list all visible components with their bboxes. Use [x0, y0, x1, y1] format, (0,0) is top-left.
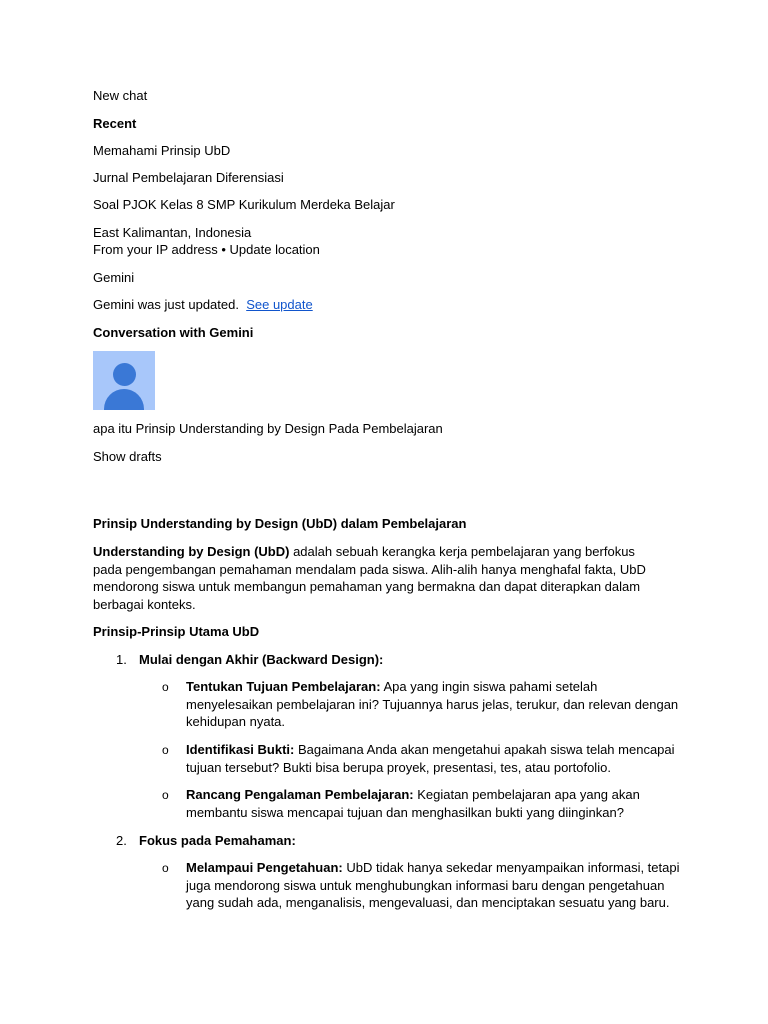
intro-text: adalah sebuah kerangka kerja pembelajaran yang berfokus pada pengembangan pemahaman mendalam pada siswa. Alih-alih hanya menghafal fakta, UbD mendorong siswa untuk membangun pemahaman yang bermakna dan dapat diterapkan dalam berbagai konteks.	[93, 544, 646, 612]
location-source: From your IP address	[93, 242, 218, 257]
point-bold: Tentukan Tujuan Pembelajaran:	[186, 679, 381, 694]
list-number: 1.	[116, 652, 127, 667]
app-name: Gemini	[93, 270, 135, 285]
user-prompt: apa itu Prinsip Understanding by Design Pada Pembelajaran	[93, 421, 443, 436]
location-separator: •	[217, 242, 230, 257]
point-text: Kegiatan pembelajaran apa yang akan membantu siswa mencapai tujuan dan menghasilkan bukti yang diinginkan?	[186, 787, 640, 820]
principle-title: Mulai dengan Akhir (Backward Design):	[139, 652, 384, 667]
list-number: 2.	[116, 833, 127, 848]
location-source-line	[93, 241, 320, 259]
bullet-marker: o	[162, 743, 169, 757]
conversation-heading: Conversation with Gemini	[93, 325, 254, 340]
bullet-marker: o	[162, 861, 169, 875]
recent-item[interactable]: Soal PJOK Kelas 8 SMP Kurikulum Merdeka Belajar	[93, 197, 395, 212]
avatar-head-shape	[113, 363, 136, 386]
show-drafts-button[interactable]: Show drafts	[93, 449, 162, 464]
list-item	[186, 859, 681, 912]
principles-heading: Prinsip-Prinsip Utama UbD	[93, 624, 260, 639]
point-text: UbD tidak hanya sekedar menyampaikan informasi, tetapi juga mendorong siswa untuk menghubungkan informasi baru dengan pengetahuan yang sudah ada, menganalisis, mengevaluasi, dan menciptakan sesuatu yang baru.	[186, 860, 680, 910]
response-title: Prinsip Understanding by Design (UbD) dalam Pembelajaran	[93, 516, 467, 531]
location-text: East Kalimantan, Indonesia	[93, 225, 252, 240]
user-avatar	[93, 351, 155, 410]
list-item	[186, 786, 681, 821]
point-bold: Identifikasi Bukti:	[186, 742, 295, 757]
principle-title: Fokus pada Pemahaman:	[139, 833, 296, 848]
bullet-marker: o	[162, 788, 169, 802]
recent-item[interactable]: Jurnal Pembelajaran Diferensiasi	[93, 170, 284, 185]
recent-item[interactable]: Memahami Prinsip UbD	[93, 143, 231, 158]
recent-heading: Recent	[93, 116, 137, 131]
point-text: Bagaimana Anda akan mengetahui apakah siswa telah mencapai tujuan tersebut? Bukti bisa berupa proyek, presentasi, tes, atau portofolio.	[186, 742, 675, 775]
update-location-link[interactable]: Update location	[229, 242, 320, 257]
new-chat-link[interactable]: New chat	[93, 88, 148, 103]
point-bold: Melampaui Pengetahuan:	[186, 860, 343, 875]
bullet-marker: o	[162, 680, 169, 694]
intro-bold: Understanding by Design (UbD)	[93, 544, 290, 559]
response-intro	[93, 543, 663, 613]
point-text: Apa yang ingin siswa pahami setelah menyelesaikan pembelajaran ini? Tujuannya harus jelas, terukur, dan relevan dengan kehidupan nyata.	[186, 679, 679, 729]
update-notice-line	[93, 296, 313, 314]
list-item	[186, 678, 681, 731]
avatar-body-shape	[104, 389, 144, 410]
update-notice: Gemini was just updated.	[93, 297, 239, 312]
point-bold: Rancang Pengalaman Pembelajaran:	[186, 787, 414, 802]
list-item	[186, 741, 681, 776]
see-update-link[interactable]: See update	[246, 297, 313, 312]
